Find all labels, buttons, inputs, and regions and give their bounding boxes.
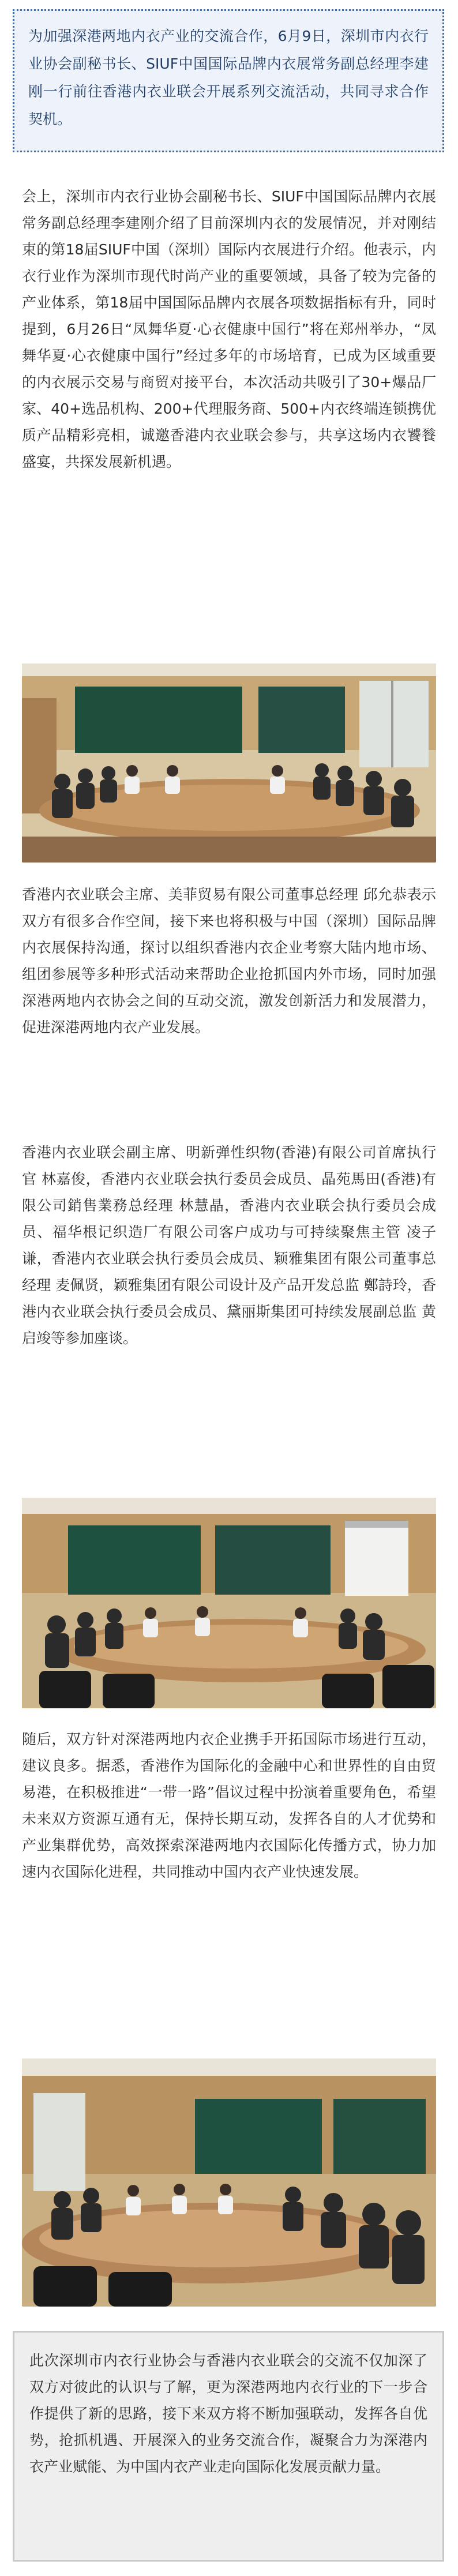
meeting-photo-2-image bbox=[22, 1498, 436, 1708]
meeting-photo-1 bbox=[22, 663, 436, 863]
intro-box bbox=[13, 9, 444, 152]
intro-text: 为加强深港两地内衣产业的交流合作，6月9日，深圳市内衣行业协会副秘书长、SIUF中国国际品牌内衣展常务副总经理李建刚一行前往香港内衣业联会开展系列交流活动，共同寻求合作契机。 bbox=[28, 28, 429, 128]
meeting-photo-3-image bbox=[22, 2058, 436, 2307]
closing-text: 此次深圳市内衣行业协会与香港内衣业联会的交流不仅加深了双方对彼此的认识与了解，更为深港两地内衣行业的下一步合作提供了新的思路，接下来双方将不断加强联动，发挥各自优势，抢抓机遇、开展深入的业务交流合作，凝聚合力为深港内衣产业赋能、为中国内衣产业走向国际化发展贡献力量。 bbox=[29, 2352, 427, 2475]
paragraph-2: 香港内衣业联会主席、美菲贸易有限公司董事总经理 邱允恭表示双方有很多合作空间，接下来也将积极与中国（深圳）国际品牌内衣展保持沟通，探讨以组织香港内衣企业考察大陆内地市场、组团参展等多种形式活动来帮助企业抢抓国内外市场，同时加强深港两地内衣协会之间的互动交流，激发创新活力和发展潜力，促进深港两地内衣产业发展。 bbox=[22, 886, 436, 1036]
meeting-photo-3 bbox=[22, 2058, 436, 2307]
meeting-photo-2 bbox=[22, 1498, 436, 1708]
paragraph-3: 香港内衣业联会副主席、明新弹性织物(香港)有限公司首席执行官 林嘉俊，香港内衣业联会执行委员会成员、晶苑馬田(香港)有限公司銷售業務总经理 林慧晶，香港内衣业联会执行委员会成员、福华根记织造厂有限公司客户成功与可持续聚焦主管 凌子谦，香港内衣业联会执行委员会成员、颖雅集团有限公司董事总经理 麦佩贤，颖雅集团有限公司设计及产品开发总监 鄭詩玲，香港内衣业联会执行委员会成员、黛丽斯集团可持续发展副总监 黄启竣等参加座谈。 bbox=[22, 1144, 436, 1347]
meeting-photo-1-image bbox=[22, 663, 436, 863]
closing-box bbox=[13, 2331, 444, 2562]
paragraph-1: 会上，深圳市内衣行业协会副秘书长、SIUF中国国际品牌内衣展常务副总经理李建刚介绍了目前深圳内衣的发展情况，并对刚结束的第18届SIUF中国（深圳）国际内衣展进行介绍。他表示，内衣行业作为深圳市现代时尚产业的重要领域，具备了较为完备的产业体系，第18届中国国际品牌内衣展各项数据指标有升，同时提到，6月26日“凤舞华夏·心衣健康中国行”将在郑州举办，“凤舞华夏·心衣健康中国行”经过多年的市场培育，已成为区域重要的内衣展示交易与商贸对接平台，本次活动共吸引了30+爆品厂家、40+选品机构、200+代理服务商、500+内衣终端连锁携优质产品精彩亮相，诚邀香港内衣业联会参与，共享这场内衣饕餮盛宴，共探发展新机遇。 bbox=[22, 188, 436, 470]
paragraph-4: 随后，双方针对深港两地内衣企业携手开拓国际市场进行互动，建议良多。据悉，香港作为国际化的金融中心和世界性的自由贸易港，在积极推进“一带一路”倡议过程中扮演着重要角色，希望未来双方资源互通有无，保持长期互动，发挥各自的人才优势和产业集群优势，高效探索深港两地内衣国际化传播方式，协力加速内衣国际化进程，共同推动中国内衣产业快速发展。 bbox=[22, 1731, 436, 1880]
